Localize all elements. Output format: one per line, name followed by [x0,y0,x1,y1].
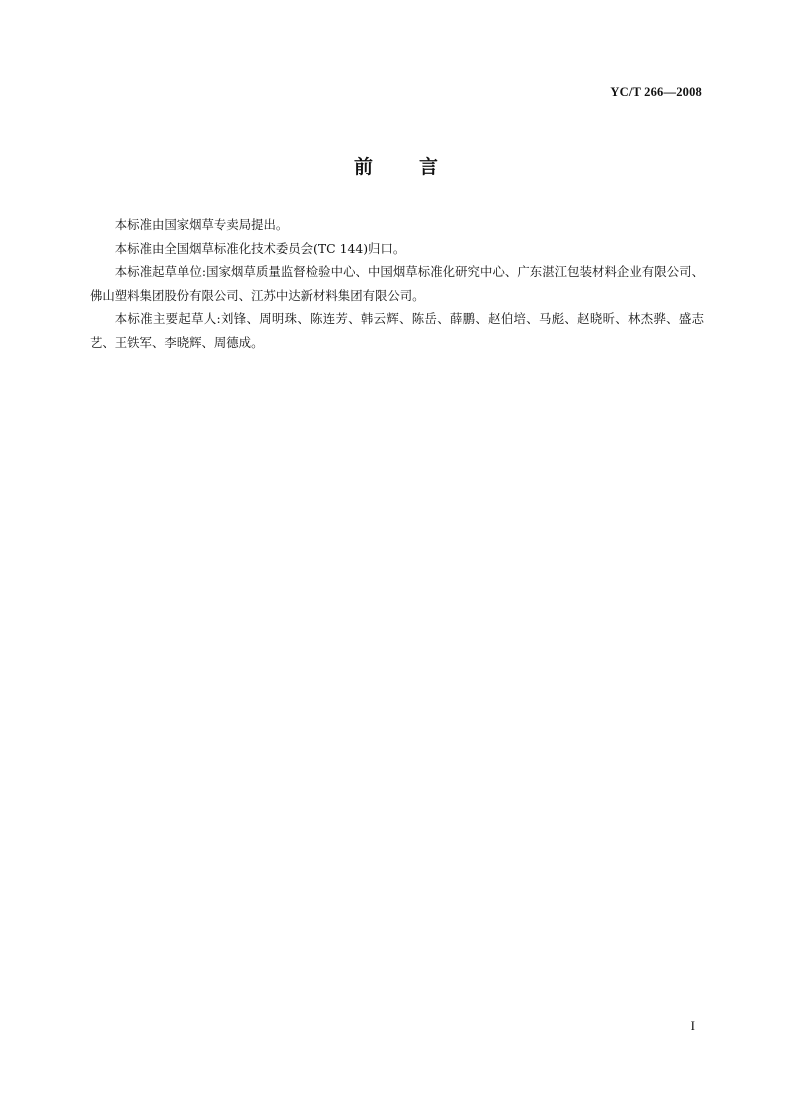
standard-code: YC/T 266—2008 [610,85,702,99]
paragraph-committee: 本标准由全国烟草标准化技术委员会(TC 144)归口。 [114,240,406,256]
page-number: I [690,1018,695,1033]
title-char-2: 言 [419,156,439,178]
page-title [0,152,792,179]
paragraph-proposer: 本标准由国家烟草专卖局提出。 [114,217,289,232]
paragraph-drafters: 本标准主要起草人:刘锋、周明珠、陈连芳、韩云辉、陈岳、薛鹏、赵伯培、马彪、赵晓昕、林杰骅、盛志艺、王铁军、李晓辉、周德成。 [90,311,704,350]
paragraph-drafting-units: 本标准起草单位:国家烟草质量监督检验中心、中国烟草标准化研究中心、广东湛江包装材料企业有限公司、佛山塑料集团股份有限公司、江苏中达新材料集团有限公司。 [90,264,704,303]
title-char-1: 前 [353,156,373,178]
foreword-body [90,213,704,354]
